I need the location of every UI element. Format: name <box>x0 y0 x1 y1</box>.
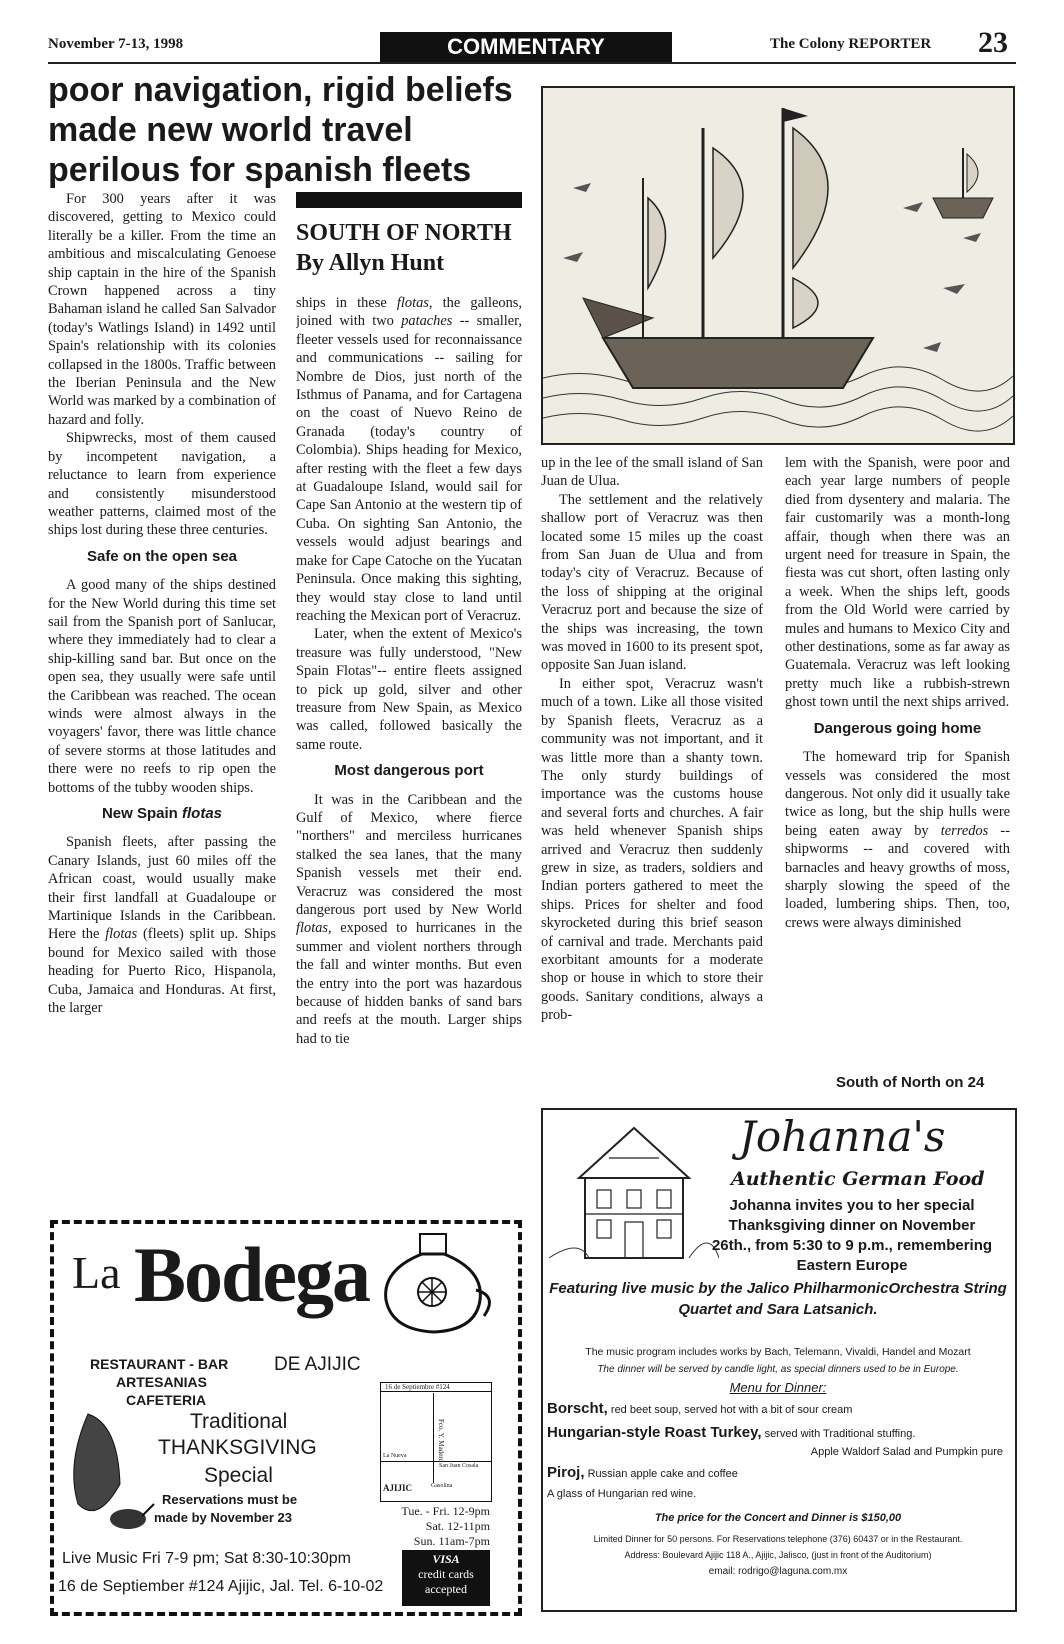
ship-drawing <box>543 88 1013 443</box>
text: -- shipworms -- and covered with barnacles and heavy growths of moss, sharply slowing the speed of the loaded, lumbering ships. Then, too, crews were always diminished <box>785 822 1010 931</box>
bodega-address: 16 de Septiember #124 Ajijic, Jal. Tel. 6-10-02 <box>58 1578 384 1595</box>
music-program: The music program includes works by Bach, Telemann, Vivaldi, Handel and Mozart <box>585 1346 971 1358</box>
column-name: SOUTH OF NORTH <box>296 220 512 246</box>
byline: By Allyn Hunt <box>296 250 445 276</box>
column-title <box>296 218 522 278</box>
paragraph <box>48 833 276 1017</box>
italic-text: flotas <box>105 926 138 943</box>
line-restaurant: RESTAURANT - BAR <box>90 1356 229 1372</box>
hours-sunday: Sun. 11am-7pm <box>413 1534 490 1548</box>
text: The homeward trip for Spanish vessels was considered the most dangerous. Not only did it usually take twice as long, but the ship hulls were being eaten away by <box>785 749 1010 839</box>
reserve-line-2: made by November 23 <box>154 1510 293 1525</box>
hours <box>392 1504 490 1549</box>
map-street-label: 16 de Septiembre #124 <box>385 1383 450 1391</box>
header-rule <box>48 62 1016 64</box>
menu-item-desc: red beet soup, served hot with a bit of sour cream <box>610 1404 853 1416</box>
menu-item-desc: Russian apple cake and coffee <box>587 1468 738 1480</box>
restaurant-building-icon <box>549 1118 719 1268</box>
paragraph: up in the lee of the small island of San Juan de Ulua. <box>541 455 763 490</box>
line-cafeteria: CAFETERIA <box>126 1392 207 1408</box>
line-artesanias: ARTESANIAS <box>116 1374 208 1390</box>
paragraph <box>785 748 1010 932</box>
section-label: COMMENTARY <box>380 32 672 62</box>
headline: poor navigation, rigid beliefs made new world travel perilous for spanish fleets <box>48 71 513 189</box>
text: , the galleons, joined with two <box>296 295 522 330</box>
text: ships in these <box>296 295 397 311</box>
continued-link[interactable]: South of North on 24 <box>836 1074 985 1091</box>
johannas-ad <box>541 1108 1017 1612</box>
cards-label: credit cards accepted <box>418 1567 474 1596</box>
article-column-1 <box>48 190 276 1210</box>
brand-bodega: Bodega <box>134 1231 370 1318</box>
column-bar <box>296 192 522 208</box>
special-line-2: THANKSGIVING <box>158 1436 317 1459</box>
paragraph <box>296 294 522 625</box>
publication-name: The Colony REPORTER <box>770 36 932 52</box>
menu-item-turkey <box>547 1424 1009 1441</box>
italic-text: terredos <box>940 822 989 839</box>
menu-title: Menu for Dinner: <box>729 1380 827 1395</box>
article-column-3 <box>541 454 763 1084</box>
candle-light: The dinner will be served by candle light, as special dinners used to be in Europe. <box>597 1364 959 1375</box>
hours-weekday: Tue. - Fri. 12-9pm <box>401 1504 490 1518</box>
map-street-label: La Nueva <box>383 1453 407 1459</box>
paragraph: For 300 years after it was discovered, getting to Mexico could literally be a killer. From the time an ambitious and miscalculating Genoese ship captain in the hire of the Spanish Crown happened across a tiny Bahaman island he called San Salvador (today's Watlings Island) in 1492 until Spain's relationship with its colonies collapsed in the 1800s. Traffic between the Iberian Peninsula and the New World was marked by a combination of hazard and folly. <box>48 191 276 428</box>
menu-item-borscht <box>547 1400 1009 1417</box>
johannas-name: Johanna's <box>739 1112 946 1161</box>
map-street-label: Fco. Y. Madero <box>437 1419 445 1463</box>
jug-icon <box>372 1230 502 1340</box>
subhead-port: Most dangerous port <box>334 762 484 780</box>
brand-la: La <box>72 1247 121 1298</box>
italic-text: flotas <box>296 920 328 937</box>
menu-item-salad: Apple Waldorf Salad and Pumpkin pure <box>810 1446 1003 1458</box>
text: Spanish fleets, after passing the Canary Islands, just 60 miles off the African coast, would usually make their first landfall at Guadaloupe or Martinique Islands in the Caribbean. Here the <box>48 834 276 943</box>
menu-item-name: Borscht, <box>547 1400 608 1417</box>
text: -- smaller, fleeter vessels used for reconnaissance and communications -- sailing for Nombre de Dios, just north of the Isthmus of Panama, and for Cartagena on the coast of Nuevo Reino de Granada (today's country of Colombia). Ships heading for Mexico, after resting with the fleet a few days at Guadaloupe Island, would sail for Cape San Antonio at the western tip of Cuba. On sighting San Antonio, the vessels would adjust bearings and make for Cape Catoche on the Yucatan Peninsula. Once making this sighting, they would stay close to land until reaching the Mexican port of Veracruz. <box>296 313 522 624</box>
invitation: Johanna invites you to her special Thanksgiving dinner on November 26th., from 5:30 to 9 p.m., remembering Eastern Europe <box>711 1197 993 1274</box>
menu-item-desc: served with Traditional stuffing. <box>764 1428 916 1440</box>
paragraph: Shipwrecks, most of them caused by incompetent navigation, a reluctance to learn from experience and consistently misunderstood weather patterns, claimed most of the ships lost during these three centuries. <box>48 430 276 539</box>
location-map <box>380 1382 492 1502</box>
italic-text: flotas <box>396 295 429 311</box>
featuring: Featuring live music by the Jalico PhilharmonicOrchestra String Quartet and Sara Latsanich. <box>549 1280 1007 1318</box>
menu-item-name: Hungarian-style Roast Turkey, <box>547 1424 762 1441</box>
menu-item-name: Piroj, <box>547 1464 585 1481</box>
johannas-address: Address: Boulevard Ajijic 118 A., Ajijic, Jalisco, (just in front of the Auditorium) <box>624 1550 932 1560</box>
de-ajijic: DE AJIJIC <box>274 1354 361 1375</box>
subhead-flotas <box>48 805 276 823</box>
article-column-2 <box>296 294 522 1209</box>
subhead-italic: flotas <box>182 805 223 822</box>
special-line-3: Special <box>204 1464 273 1487</box>
subhead-safe: Safe on the open sea <box>86 547 238 565</box>
paragraph: A good many of the ships destined for the New World during this time set sail from the Spanish port of Sanlucar, where they immediately had to clear a ship-killing sand bar. But once on the open sea, they usually were safe until the Caribbean was reached. The ocean winds were almost always in the voyagers' favor, there was little chance of severe storms at those latitudes and there were no reefs to rip open the bottoms of the tubby wooden ships. <box>48 577 276 796</box>
galleon-illustration <box>541 86 1015 445</box>
limited-dinner: Limited Dinner for 50 persons. For Reservations telephone (376) 60437 or in the Restaurant. <box>593 1534 963 1544</box>
paragraph: The settlement and the relatively shallow port of Veracruz was then located some 15 miles up the coast from San Juan de Ulua and from today's city of Veracruz. Because of the loss of shipping at the original Veracruz port and because the size of the ships was increasing, the town was moved in 1600 to its present spot, opposite San Juan island. <box>541 491 763 674</box>
reserve-line-1: Reservations must be <box>162 1492 298 1507</box>
hours-saturday: Sat. 12-11pm <box>425 1519 490 1533</box>
menu-item-wine: A glass of Hungarian red wine. <box>547 1488 697 1500</box>
live-music: Live Music Fri 7-9 pm; Sat 8:30-10:30pm <box>62 1550 352 1567</box>
paragraph: In either spot, Veracruz wasn't much of a town. Like all those visited by Spanish fleets, Veracruz as a community was not important, and it was little more than a shanty town. The only sturdy buildings of importance was the customs house and several forts and churches. A fair was held whenever Spanish ships arrived and Veracruz then suddenly grew in size, as traders, soldiers and Indian porters gathered to meet the ships. Prices for shelter and food skyrocketed during this brief season of carnival and trade. Merchants paid exorbitant amounts for a moderate shop or house in which to store their goods. Sanitary conditions, always a prob- <box>541 675 763 1024</box>
visa-label: VISA <box>432 1552 460 1566</box>
paragraph: lem with the Spanish, were poor and each year large numbers of people died from dysentery and malaria. The fair customarily was a month-long affair, though when there was an urgent need for treasure in Spain, the fiesta was cut short, often lasting only a week. When the ships left, goods from the Old World were carried by mules and humans to Mexico City and other destinations, some as far away as Guatemala. Veracruz was left looking pretty much like a rubbish-strewn ghost town until the next ships arrived. <box>785 455 1010 711</box>
subhead-home: Dangerous going home <box>813 719 982 737</box>
turkey-icon <box>58 1394 158 1544</box>
johannas-email[interactable]: email: rodrigo@laguna.com.mx <box>708 1566 848 1577</box>
credit-card-badge <box>402 1550 490 1606</box>
page-number: 23 <box>978 26 1008 59</box>
price: The price for the Concert and Dinner is $150,00 <box>654 1512 902 1524</box>
paragraph: Later, when the extent of Mexico's treasure was fully understood, "New Spain Flotas"-- entire fleets assigned to pick up gold, silver and other treasure from New Spain, as Mexico was called, followed basically the same route. <box>296 626 522 753</box>
paragraph <box>296 791 522 1049</box>
text: , exposed to hurricanes in the summer and violent northers through the fall and winter months. But even the entry into the port was hazardous because of hidden banks of sand bars and reefs at the mouth. Larger ships had to tie <box>296 920 522 1047</box>
map-town: AJIJIC <box>383 1483 413 1493</box>
italic-text: pataches <box>401 313 453 330</box>
article-column-4 <box>785 454 1010 1054</box>
special-line-1: Traditional <box>190 1410 288 1433</box>
menu-item-piroj <box>547 1464 1009 1481</box>
map-gas: Gasolina <box>431 1483 453 1489</box>
map-street-label: San Juan Cosala <box>439 1463 479 1469</box>
subhead-text: New Spain <box>101 805 182 822</box>
issue-date: November 7-13, 1998 <box>48 36 184 52</box>
text: It was in the Caribbean and the Gulf of Mexico, where fierce "northers" and merciless hurricanes stalked the sea lanes, that the many Spanish vessels met their end. Veracruz was considered the most dangerous port used by New World <box>296 791 522 918</box>
johannas-tagline: Authentic German Food <box>731 1168 985 1190</box>
text: (fleets) split up. Ships bound for Mexico sailed with those heading for Puerto Rico, Hispanola, Cuba, Jamaica and Honduras. At first, the larger <box>48 926 276 1017</box>
la-bodega-ad <box>50 1220 522 1616</box>
